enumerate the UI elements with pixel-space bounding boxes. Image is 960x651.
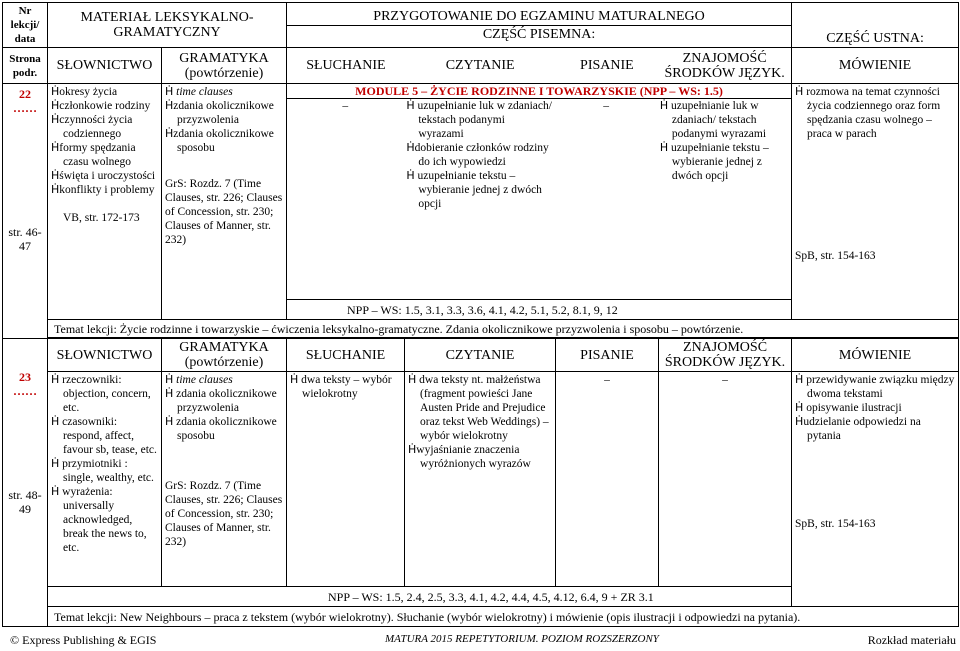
written-part-title: CZĘŚĆ PISEMNA: (482, 26, 596, 42)
speaking-ref: SpB, str. 154-163 (795, 518, 876, 530)
writing-header: PISANIE (580, 58, 634, 73)
speaking-header-2: MÓWIENIE (792, 339, 959, 372)
oral-header (792, 3, 959, 48)
listening-item: Ḣ dwa teksty – wybór wielokrotny (290, 373, 392, 400)
footer-title: MATURA 2015 REPETYTORIUM. POZIOM ROZSZERZONY (385, 633, 659, 645)
l23-listening (287, 372, 405, 587)
grammar-header: GRAMATYKA (powtórzenie) (162, 48, 287, 84)
reading-header-2: CZYTANIE (405, 339, 556, 372)
grammar-item: Ḣ zdania okolicznikowe przyzwolenia (165, 387, 277, 414)
lesson-23-cell (3, 339, 48, 627)
speaking-ref: SpB, str. 154-163 (795, 250, 876, 262)
lesson-pages: str. 48-49 (8, 488, 42, 516)
knowledge-item: Ḣ uzupełnianie tekstu – wybieranie jednej z dwóch opcji (659, 141, 769, 182)
knowledge-item: Ḣ uzupełnianie luk w zdaniach/ tekstach podanymi wyrazami (659, 99, 767, 140)
l23-knowledge: – (659, 372, 792, 587)
footer-label: Rozkład materiału (867, 633, 956, 647)
speaking-item: Ḣudzielanie odpowiedzi na pytania (795, 415, 921, 442)
l23-grammar (162, 372, 287, 587)
grammar-item: Ḣzdania okolicznikowe sposobu (165, 127, 274, 154)
l23-vocab (48, 372, 162, 587)
l22-topic: Temat lekcji: Życie rodzinne i towarzyskie – ćwiczenia leksykalno-gramatyczne. Zdania okolicznikowe przyzwolenia i sposobu – powtórzenie. (48, 320, 959, 338)
reading-item: Ḣ uzupełnianie luk w zdaniach/ tekstach podanymi wyrazami (406, 99, 552, 140)
l23-reading (405, 372, 556, 587)
l23-writing: – (556, 372, 659, 587)
footer-copyright: © Express Publishing & EGIS (10, 633, 157, 647)
grammar-item: Ḣ time clauses (165, 373, 233, 386)
vocab-item: Ḣ rzeczowniki: objection, concern, etc. (51, 373, 151, 414)
l22-writing: – (603, 100, 609, 112)
l22-reading (403, 99, 555, 211)
lesson-plan-table (2, 2, 959, 627)
vocab-item: Ḣczynności życia codziennego (51, 113, 133, 140)
vocab-header: SŁOWNICTWO (48, 48, 162, 84)
exam-title: PRZYGOTOWANIE DO EGZAMINU MATURALNEGO (287, 8, 791, 26)
module-title: MODULE 5 – ŻYCIE RODZINNE I TOWARZYSKIE (NPP – WS: 1.5) (287, 84, 791, 99)
l23-npp: NPP – WS: 1.5, 2.4, 2.5, 3.3, 4.1, 4.2, 4.4, 4.5, 4.12, 6.4, 9 + ZR 3.1 (48, 587, 792, 607)
l22-vocab (48, 84, 162, 320)
speaking-item: Ḣ opisywanie ilustracji (795, 401, 902, 414)
page-footer (10, 633, 956, 647)
speaking-item: Ḣ rozmowa na temat czynności życia codziennego oraz form spędzania czasu wolnego – praca w parach (795, 85, 941, 140)
oral-part-title: CZĘŚĆ USTNA: (826, 31, 924, 46)
l22-speaking (792, 84, 959, 320)
skills-header (287, 48, 792, 84)
lesson-number: 23 …… (13, 370, 37, 398)
page-column-header: Strona podr. (3, 48, 48, 84)
reading-item: Ḣdobieranie członków rodziny do ich wypowiedzi (406, 141, 549, 168)
lesson-pages: str. 46-47 (8, 225, 42, 253)
l23-speaking (792, 372, 959, 607)
l23-topic: Temat lekcji: New Neighbours – praca z tekstem (wybór wielokrotny). Słuchanie (wybór wielokrotny) i mówienie (opis ilustracji i odpowiedzi na pytania). (48, 607, 959, 627)
vocab-header-2: SŁOWNICTWO (48, 339, 162, 372)
grammar-item: Ḣzdania okolicznikowe przyzwolenia (165, 99, 274, 126)
reading-header: CZYTANIE (445, 58, 515, 73)
vocab-ref: VB, str. 172-173 (63, 212, 140, 224)
l22-knowledge (657, 99, 791, 211)
knowledge-header-2: ZNAJOMOŚĆ ŚRODKÓW JĘZYK. (659, 339, 792, 372)
vocab-item: Ḣczłonkowie rodziny (51, 99, 151, 112)
vocab-item: Ḣ wyrażenia: universally acknowledged, break the news to, etc. (51, 485, 147, 554)
l22-listening: – (342, 100, 349, 112)
exam-header (287, 3, 792, 48)
vocab-item: Ḣokresy życia (51, 85, 118, 98)
grammar-header-2: GRAMATYKA (powtórzenie) (162, 339, 287, 372)
vocab-item: Ḣkonflikty i problemy (51, 183, 155, 196)
l22-skills (287, 84, 792, 300)
l22-npp: NPP – WS: 1.5, 3.1, 3.3, 3.6, 4.1, 4.2, 5.1, 5.2, 8.1, 9, 12 (287, 300, 792, 320)
grammar-item: Ḣ zdania okolicznikowe sposobu (165, 415, 277, 442)
reading-item: Ḣ dwa teksty nt. małżeństwa (fragment powieści Jane Austen Pride and Prejudice oraz tekst Web Weddings) – wybór wielokrotny (408, 373, 549, 442)
reading-item: Ḣwyjaśnianie znaczenia wyróżnionych wyrazów (408, 443, 531, 470)
l22-grammar (162, 84, 287, 320)
grammar-ref: GrS: Rozdz. 7 (Time Clauses, str. 226; Clauses of Concession, str. 230; Clauses of Manner, str. 232) (165, 178, 283, 246)
listening-header-2: SŁUCHANIE (287, 339, 405, 372)
grammar-item: Ḣ time clauses (165, 85, 233, 98)
writing-header-2: PISANIE (556, 339, 659, 372)
listening-header: SŁUCHANIE (306, 58, 386, 73)
material-header: MATERIAŁ LEKSYKALNO-GRAMATYCZNY (48, 3, 287, 48)
vocab-item: Ḣświęta i uroczystości (51, 169, 156, 182)
vocab-item: Ḣformy spędzania czasu wolnego (51, 141, 136, 168)
lesson-22-cell (3, 84, 48, 339)
lesson-column-header: Nr lekcji/ data (3, 3, 48, 48)
grammar-ref: GrS: Rozdz. 7 (Time Clauses, str. 226; Clauses of Concession, str. 230; Clauses of Manner, str. 232) (165, 480, 283, 548)
lesson-number: 22 …… (13, 87, 37, 115)
reading-item: Ḣ uzupełnianie tekstu – wybieranie jednej z dwóch opcji (406, 169, 542, 210)
knowledge-header: ZNAJOMOŚĆ ŚRODKÓW JĘZYK. (664, 50, 785, 81)
vocab-item: Ḣ przymiotniki : single, wealthy, etc. (51, 457, 154, 484)
speaking-header: MÓWIENIE (792, 48, 959, 84)
speaking-item: Ḣ przewidywanie związku między dwoma tekstami (795, 373, 955, 400)
vocab-item: Ḣ czasowniki: respond, affect, favour sb, tease, etc. (51, 415, 157, 456)
